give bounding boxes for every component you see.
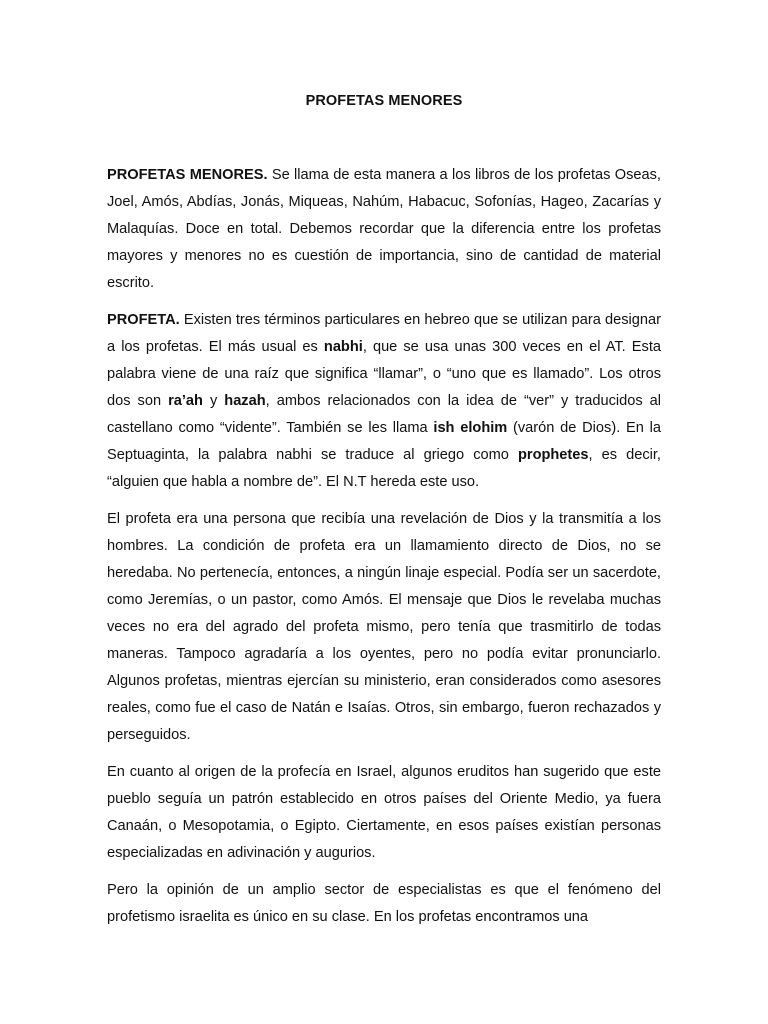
term-profeta: PROFETA.	[107, 312, 180, 328]
term-hazah: hazah	[224, 393, 266, 409]
document-title: PROFETAS MENORES	[305, 93, 463, 109]
paragraph-opinion-especialistas	[107, 877, 661, 931]
term-ish-elohim: ish elohim	[433, 420, 508, 436]
term-nabhi: nabhi	[323, 339, 363, 355]
paragraph-text: Pero la opinión de un amplio sector de especialistas es que el fenómeno del profetismo israelita es único en su clase. En los profetas encontramos una	[107, 882, 661, 925]
paragraph-profeta	[107, 307, 661, 496]
paragraph-text: El profeta era una persona que recibía una revelación de Dios y la transmitía a los hombres. La condición de profeta era un llamamiento directo de Dios, no se heredaba. No pertenecía, entonces, a ningún linaje especial. Podía ser un sacerdote, como Jeremías, o un pastor, como Amós. El mensaje que Dios le revelaba muchas veces no era del agrado del profeta mismo, pero tenía que trasmitirlo de todas maneras. Tampoco agradaría a los oyentes, pero no podía evitar pronunciarlo. Algunos profetas, mientras ejercían su ministerio, eran considerados como asesores reales, como fue el caso de Natán e Isaías. Otros, sin embargo, fueron rechazados y perseguidos.	[107, 511, 661, 743]
term-prophetes: prophetes	[517, 447, 589, 463]
paragraph-text: (varón de Dios). En la Septuaginta, la palabra nabhi se traduce al griego como	[107, 420, 661, 463]
paragraph-text: , es decir, “alguien que habla a nombre de”. El N.T hereda este uso.	[107, 447, 661, 490]
term-profetas-menores: PROFETAS MENORES.	[107, 167, 268, 183]
paragraph-text: En cuanto al origen de la profecía en Israel, algunos eruditos han sugerido que este pueblo seguía un patrón establecido en otros países del Oriente Medio, ya fuera Canaán, o Mesopotamia, o Egipto. Ciertamente, en esos países existían personas especializadas en adivinación y augurios.	[107, 764, 661, 861]
paragraph-text: , ambos relacionados con la idea de “ver” y traducidos al castellano como “vidente”. También se les llama	[107, 393, 661, 436]
paragraph-el-profeta	[107, 506, 661, 749]
term-raah: ra’ah	[168, 393, 203, 409]
paragraph-text: Existen tres términos particulares en hebreo que se utilizan para designar a los profetas. El más usual es	[107, 312, 661, 355]
paragraph-origen-profecia	[107, 759, 661, 867]
document-page	[107, 92, 661, 941]
paragraph-text: y	[202, 393, 225, 409]
paragraph-profetas-menores	[107, 162, 661, 297]
paragraph-text: Se llama de esta manera a los libros de los profetas Oseas, Joel, Amós, Abdías, Jonás, Miqueas, Nahúm, Habacuc, Sofonías, Hageo, Zacarías y Malaquías. Doce en total. Debemos recordar que la diferencia entre los profetas mayores y menores no es cuestión de importancia, sino de cantidad de material escrito.	[107, 167, 661, 291]
paragraph-text: , que se usa unas 300 veces en el AT. Esta palabra viene de una raíz que significa “llamar”, o “uno que es llamado”. Los otros dos son	[107, 339, 661, 409]
